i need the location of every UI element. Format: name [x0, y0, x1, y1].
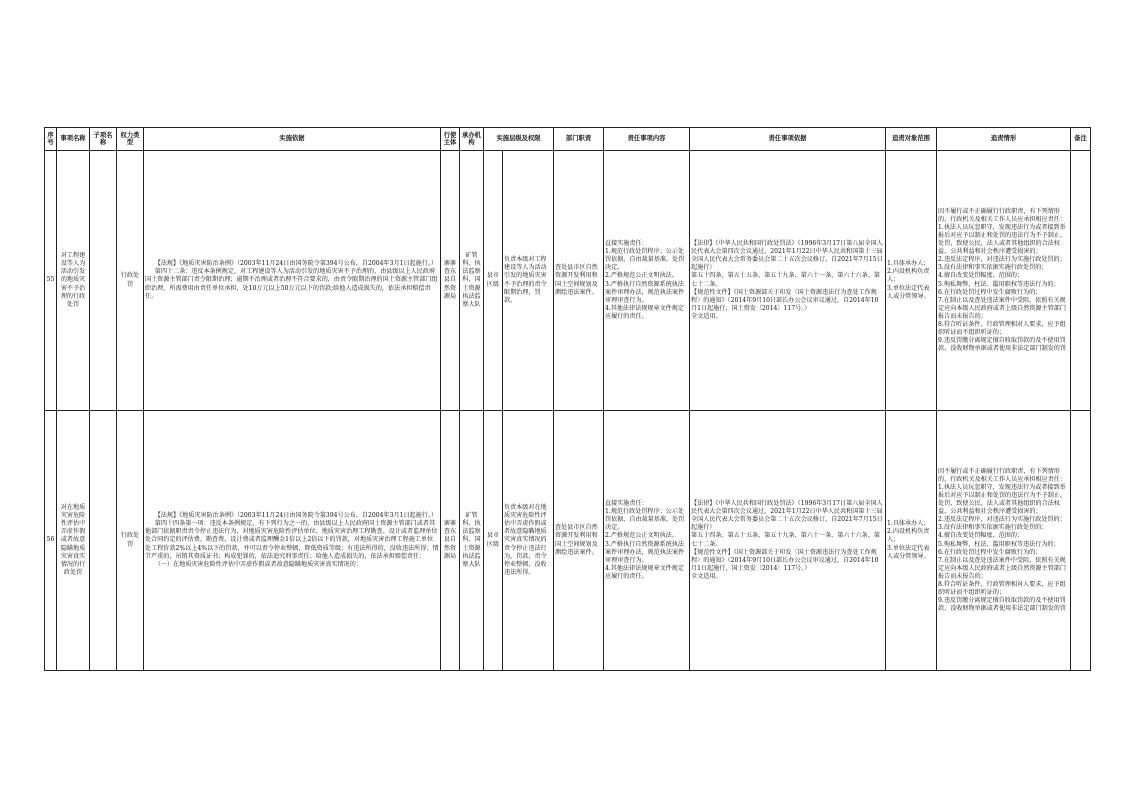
header-dept: 承办机构: [460, 128, 484, 151]
cell-scope: 1.具体承办人； 2.内设机构负责人； 3.单位法定代表人或分管领导。: [886, 151, 937, 411]
header-power-type: 权力类型: [117, 128, 144, 151]
cell-name: 对工程建设等人为活动引发的地质灾害不予治理的行政处罚: [57, 151, 90, 411]
cell-power-type: 行政处罚: [117, 151, 144, 411]
cell-level: 县市区级: [484, 151, 503, 411]
cell-duty: 查处县市区自然资源开发利用和国土空间规划及测绘违法案件。: [554, 411, 604, 671]
cell-situation: 因不履行或不正确履行行政职责，有下列情形的，行政机关及相关工作人员应承担相应责任： 1.执法人员玩忽职守，发现违法行为或者接到举报后对应予以制止和处罚的违法行为不予制止、处罚，致使公民、法人或者其他组织的合法权益、公共利益和社会秩序遭受损害的； 2.违反法定程序，对违法行为实施行政处罚的； 3.没有法律和事实依据实施行政处罚的； 4.擅自改变处罚幅度、范围的； 5.徇私舞弊，枉法、滥用职权等违法行为的； 6.在行政处罚过程中发生腐败行为的； 7.在制止以及查处违法案件中受阻，依照有关规定应向本级人民政府或者上级自然资源主管部门报告而未报告的； 8.符合听证条件、行政管理相对人要求，应予组织听证而不组织听证的； 9.违反罚缴分离规定擅自收取罚款的及不使用罚款，没收财物单据或者使用非法定部门制发的罚: [937, 151, 1071, 411]
header-scope: 追责对象范围: [886, 128, 937, 151]
cell-resp-basis: 【法律】《中华人民共和国行政处罚法》（1996年3月17日第八届全国人民代表大会第四次会议通过，2021年1月22日中华人民共和国第十三届全国人民代表大会常务委员会第二十五次会议修订，自2021年7月15日起施行） 第五十四条、第五十五条、第五十九条、第六十一条、第六十六条、第七十二条。 【规范性文件】《国土资源部关于印发〈国土资源违法行为查处工作规程〉的通知》（2014年9月10日部长办公会议审议通过，自2014年10月1日起施行，国土资发〔2014〕117号。） 全文适用。: [690, 151, 886, 411]
cell-power-type: 行政处罚: [117, 411, 144, 671]
basis-line: 【法规】《地质灾害防治条例》（2003年11月24日由国务院令第394号公布，自2004年3月1日起施行。）: [154, 512, 437, 520]
header-subject: 行使主体: [441, 128, 460, 151]
header-resp-basis: 责任事项依据: [690, 128, 886, 151]
cell-seq: 55: [45, 151, 57, 411]
cell-resp-content: 直接实施责任： 1.规范行政处罚程序；公示处罚依据、自由裁量基准，处罚决定。 2.严格规范公正文明执法。 3.严格执行自然资源系统执法案件审理办法，规范执法案件审理审查行为。 4.其他法律法规规章文件规定应履行的责任。: [604, 151, 690, 411]
responsibility-table: [44, 127, 1091, 671]
header-name: 事项名称: [57, 128, 90, 151]
basis-line: （一）在地质灾害危险性评估中弄虚作假或者故意隐瞒地质灾害真实情况的；: [154, 560, 362, 568]
cell-scope: 1.具体承办人； 2.内设机构负责人； 3.单位法定代表人或分管领导。: [886, 411, 937, 671]
header-row: [45, 128, 1091, 151]
header-sub: 子项名称: [90, 128, 117, 151]
cell-subject: 寨寨查东县自然资源局: [441, 151, 460, 411]
cell-sub: [90, 151, 117, 411]
table-row: [45, 411, 1091, 671]
cell-name: 对在地质灾害危险性评估中弄虚作假或者故意隐瞒地质灾害真实情况的行政处罚: [57, 411, 90, 671]
cell-sub: [90, 411, 117, 671]
cell-resp-content: 直接实施责任： 1.规范行政处罚程序；公示处罚依据、自由裁量基准，处罚决定。 2.严格规范公正文明执法。 3.严格执行自然资源系统执法案件审理办法，规范执法案件审理审查行为。 4.其他法律法规规章文件规定应履行的责任。: [604, 411, 690, 671]
cell-duty: 查处县市区自然资源开发利用和国土空间规划及测绘违法案件。: [554, 151, 604, 411]
cell-level-authority: 负责本级对在地质灾害危险性评估中弄虚作假或者故意隐瞒地质灾害真实情况的责令停止违法行为，罚款，责令停业整顿，没收违法所得。: [503, 411, 554, 671]
header-duty: 部门职责: [554, 128, 604, 151]
header-level: 实施层级及权限: [484, 128, 554, 151]
cell-basis: [144, 151, 441, 411]
cell-level: 县市区级: [484, 411, 503, 671]
cell-dept: 矿管科、执法监察科、国土资源执法监察大队: [460, 151, 484, 411]
cell-basis: [144, 411, 441, 671]
header-note: 备注: [1071, 128, 1091, 151]
cell-resp-basis: 【法律】《中华人民共和国行政处罚法》（1996年3月17日第八届全国人民代表大会第四次会议通过，2021年1月22日中华人民共和国第十三届全国人民代表大会常务委员会第二十五次会议修订，自2021年7月15日起施行） 第五十四条、第五十五条、第五十九条、第六十一条、第六十六条、第七十二条。 【规范性文件】《国土资源部关于印发〈国土资源违法行为查处工作规程〉的通知》（2014年9月10日部长办公会议审议通过，自2014年10月1日起施行，国土资发〔2014〕117号。） 全文适用。: [690, 411, 886, 671]
header-basis: 实施依据: [144, 128, 441, 151]
header-situation: 追责情形: [937, 128, 1071, 151]
basis-line: 第四十二条：违反本条例规定，对工程建设等人为活动引发的地质灾害不予治理的，由县级以上人民政府国土资源主管部门责令限期治理；逾期不治理或者治理不符合要求的，由责令限期治理的国土资源主管部门组织治理，所需费用由责任单位承担，处10万元以上50万元以下的罚款;给他人造成损失的，依法承担赔偿责任。: [145, 268, 438, 300]
cell-dept: 矿管科、执法监察科、国土资源执法监察大队: [460, 411, 484, 671]
basis-line: 第四十四条第一项：违反本条例规定，有下列行为之一的，由县级以上人民政府国土资源主管部门或者其他部门依据职责责令停止违法行为，对地质灾害危险性评估单位、地质灾害治理工程勘查、设计或者监理单位处合同约定的评估费、勘查费、设计费或者监理酬金1倍以上2倍以下的罚款，对地质灾害治理工程施工单位处工程价款2%以上4%以下的罚款，并可以责令停业整顿，降低资质等级；有违法所得的，没收违法所得；情节严重的，吊销其资质证书；构成犯罪的，依法追究刑事责任；给他人造成损失的，依法承担赔偿责任：: [145, 520, 439, 560]
cell-seq: 56: [45, 411, 57, 671]
cell-note: [1071, 151, 1091, 411]
cell-note: [1071, 411, 1091, 671]
header-resp-content: 责任事项内容: [604, 128, 690, 151]
cell-level-authority: 负责本级对工程建设等人为活动引发的地质灾害不予治理的责令限期治理，罚款。: [503, 151, 554, 411]
header-seq: 序号: [45, 128, 57, 151]
cell-subject: 寨寨查东县自然资源局: [441, 411, 460, 671]
table-row: [45, 151, 1091, 411]
basis-line: 【法规】《地质灾害防治条例》（2003年11月24日由国务院令第394号公布，自2004年3月1日起施行。）: [154, 260, 437, 268]
cell-situation: 因不履行或不正确履行行政职责，有下列情形的，行政机关及相关工作人员应承担相应责任： 1.执法人员玩忽职守，发现违法行为或者接到举报后对应予以制止和处罚的违法行为不予制止、处罚，致使公民、法人或者其他组织的合法权益、公共利益和社会秩序遭受损害的； 2.违反法定程序，对违法行为实施行政处罚的； 3.没有法律和事实依据实施行政处罚的； 4.擅自改变处罚幅度、范围的； 5.徇私舞弊，枉法、滥用职权等违法行为的； 6.在行政处罚过程中发生腐败行为的； 7.在制止以及查处违法案件中受阻，依照有关规定应向本级人民政府或者上级自然资源主管部门报告而未报告的； 8.符合听证条件、行政管理相对人要求，应予组织听证而不组织听证的； 9.违反罚缴分离规定擅自收取罚款的及不使用罚款，没收财物单据或者使用非法定部门制发的罚: [937, 411, 1071, 671]
